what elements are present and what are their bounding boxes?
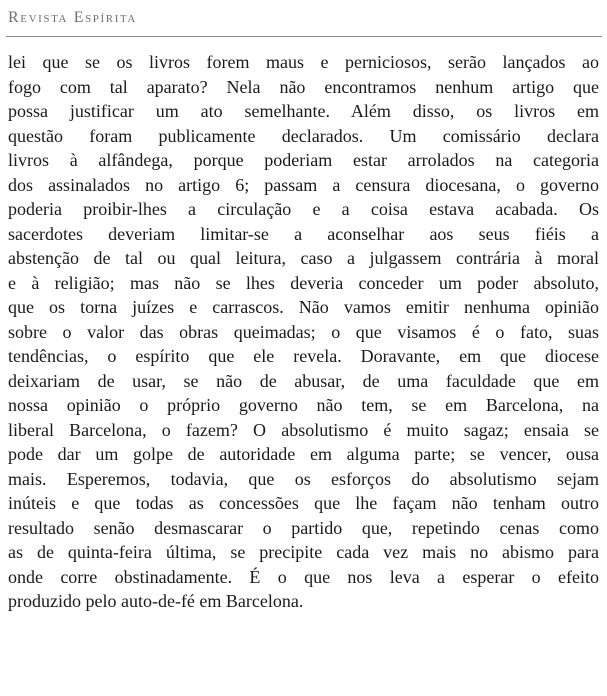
text-line: onde corre obstinadamente. É o que nos leva a esperar o efeito	[8, 566, 599, 587]
text-line: fogo com tal aparato? Nela não encontramos nenhum artigo que	[8, 76, 599, 97]
text-line: poderia proibir-lhes a circulação e a coisa estava acabada. Os	[8, 199, 599, 219]
text-line: sacerdotes deveriam limitar-se a aconselhar aos seus fiéis a	[8, 223, 599, 244]
text-line: livros à alfândega, porque poderiam estar arrolados na categoria	[8, 150, 599, 170]
text-line: inúteis e que todas as concessões que lhe façam não tenham outro	[8, 493, 599, 513]
text-line: que os torna juízes e carrascos. Não vamos emitir nenhuma opinião	[8, 297, 599, 317]
text-line: resultado senão desmascarar o partido que, repetindo cenas como	[8, 517, 599, 538]
text-line: nossa opinião o próprio governo não tem, se em Barcelona, na	[8, 395, 599, 415]
text-line: as de quinta-feira última, se precipite cada vez mais no abismo para	[8, 542, 599, 562]
text-line: deixariam de usar, se não de abusar, de uma faculdade que em	[8, 370, 599, 391]
text-line: produzido pelo auto-de-fé em Barcelona.	[8, 591, 304, 611]
text-line: abstenção de tal ou qual leitura, caso a julgassem contrária à moral	[8, 248, 599, 268]
text-line: pode dar um golpe de autoridade em alguma parte; se vencer, ousa	[8, 444, 599, 464]
text-line: tendências, o espírito que ele revela. Doravante, em que diocese	[8, 346, 599, 366]
text-line: e à religião; mas não se lhes deveria conceder um poder absoluto,	[8, 272, 599, 293]
text-line: mais. Esperemos, todavia, que os esforços do absolutismo sejam	[8, 468, 599, 489]
text-line: possa justificar um ato semelhante. Além disso, os livros em	[8, 101, 599, 121]
body-paragraph	[8, 50, 599, 614]
text-line: sobre o valor das obras queimadas; o que visamos é o fato, suas	[8, 321, 599, 342]
text-line: liberal Barcelona, o fazem? O absolutismo é muito sagaz; ensaia se	[8, 419, 599, 440]
text-line: questão foram publicamente declarados. Um comissário declara	[8, 125, 599, 146]
running-header: Revista Espírita	[8, 9, 137, 26]
header-divider	[6, 36, 602, 37]
text-line: lei que se os livros forem maus e perniciosos, serão lançados ao	[8, 52, 599, 72]
text-line: dos assinalados no artigo 6; passam a censura diocesana, o governo	[8, 174, 599, 195]
